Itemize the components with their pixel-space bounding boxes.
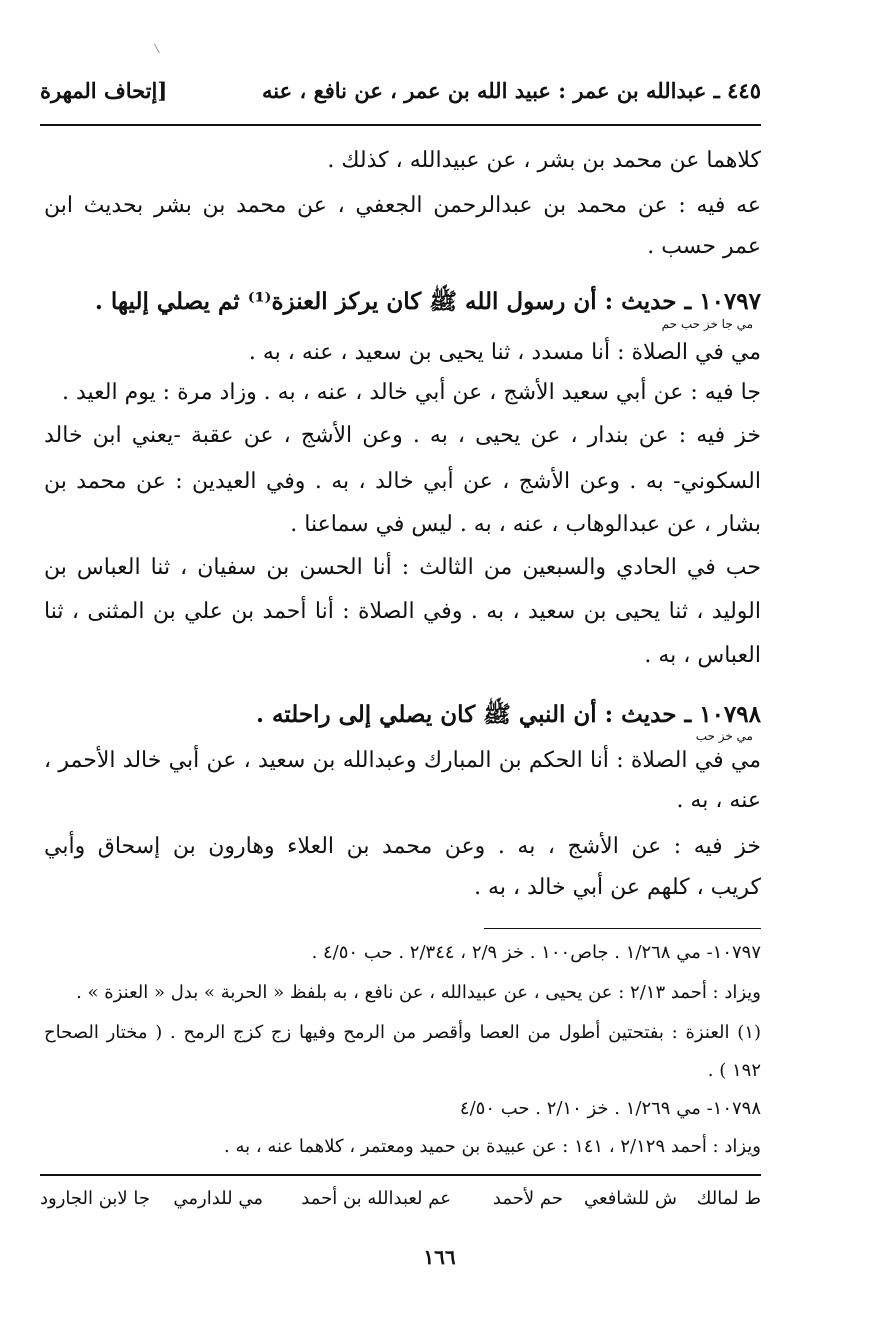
- hadith-line: مي في الصلاة : أنا مسدد ، ثنا يحيى بن سعيد ، عنه ، به .: [248, 340, 761, 365]
- footnote-line: ١٩٢ ) .: [707, 1060, 761, 1081]
- footnote-rule: [484, 928, 761, 929]
- hadith-title-10798: ١٠٧٩٨ ـ حديث : أن النبي ﷺ كان يصلي إلى راحلته .: [255, 701, 761, 728]
- header-rule: [40, 124, 761, 126]
- hadith-line: الوليد ، ثنا يحيى بن سعيد ، به . وفي الصلاة : أنا أحمد بن علي بن المثنى ، ثنا: [44, 599, 761, 624]
- body-line: عه فيه : عن محمد بن عبدالرحمن الجعفي ، عن محمد بن بشر بحديث ابن: [44, 193, 761, 218]
- hadith-line: كريب ، كلهم عن أبي خالد ، به .: [474, 875, 761, 900]
- legend-item: جا لابن الجارود: [40, 1188, 151, 1209]
- legend-item: ط لمالك: [696, 1188, 761, 1209]
- body-line: كلاهما عن محمد بن بشر ، عن عبيدالله ، كذلك .: [327, 148, 761, 173]
- legend-item: حم لأحمد: [492, 1188, 563, 1209]
- legend-rule: [40, 1174, 761, 1176]
- hadith-line: السكوني- به . وعن الأشج ، عن أبي خالد ، به . وفي العيدين : عن محمد بن: [44, 469, 761, 494]
- hadith-line: حب في الحادي والسبعين من الثالث : أنا الحسن بن سفيان ، ثنا العباس بن: [44, 555, 761, 580]
- running-header-chapter: ٤٤٥ ـ عبدالله بن عمر : عبيد الله بن عمر ، عن نافع ، عنه: [262, 78, 761, 103]
- page-number: ١٦٦: [423, 1245, 456, 1269]
- hadith-line: عنه ، به .: [676, 788, 761, 813]
- footnote-line: ويزاد : أحمد ٢/١٢٩ ، ١٤١ : عن عبيدة بن حميد ومعتمر ، كلاهما عنه ، به .: [224, 1136, 761, 1157]
- hadith-title-10797: ١٠٧٩٧ ـ حديث : أن رسول الله ﷺ كان يركز العنزة⁽¹⁾ ثم يصلي إليها .: [94, 288, 761, 315]
- legend-item: عم لعبدالله بن أحمد: [301, 1188, 451, 1209]
- legend-item: ش للشافعي: [584, 1188, 677, 1209]
- scan-mark: [154, 41, 165, 53]
- footnote-line: ١٠٧٩٨- مي ١/٢٦٩ . خز ٢/١٠ . حب ٤/٥٠: [459, 1098, 761, 1119]
- running-header-book: [إتحاف المهرة: [40, 78, 168, 103]
- hadith-line: مي في الصلاة : أنا الحكم بن المبارك وعبدالله بن سعيد ، عن أبي خالد الأحمر ،: [44, 748, 761, 773]
- source-codes-10798: مي خز حب: [695, 729, 753, 743]
- body-line: عمر حسب .: [647, 234, 761, 259]
- legend-item: مي للدارمي: [173, 1188, 263, 1209]
- source-codes-10797: مي جا خز حب حم: [661, 317, 753, 331]
- footnote-line: ١٠٧٩٧- مي ١/٢٦٨ . جاص١٠٠ . خز ٢/٩ ، ٢/٣٤٤ . حب ٤/٥٠ .: [311, 942, 761, 963]
- hadith-line: جا فيه : عن أبي سعيد الأشج ، عن أبي خالد ، عنه ، به . وزاد مرة : يوم العيد .: [61, 380, 761, 405]
- footnote-line: (١) العنزة : بفتحتين أطول من العصا وأقصر من الرمح وفيها زج كزج الرمح . ( مختار الصحاح: [44, 1022, 761, 1043]
- hadith-line: العباس ، به .: [644, 643, 761, 668]
- footnote-line: ويزاد : أحمد ٢/١٣ : عن يحيى ، عن عبيدالله ، عن نافع ، به بلفظ « الحربة » بدل « العنزة » .: [76, 982, 761, 1003]
- hadith-line: بشار ، عن عبدالوهاب ، عنه ، به . ليس في سماعنا .: [290, 512, 761, 537]
- hadith-line: خز فيه : عن بندار ، عن يحيى ، به . وعن الأشج ، عن عقبة -يعني ابن خالد: [44, 423, 761, 448]
- hadith-line: خز فيه : عن الأشج ، به . وعن محمد بن العلاء وهارون بن إسحاق وأبي: [44, 834, 761, 859]
